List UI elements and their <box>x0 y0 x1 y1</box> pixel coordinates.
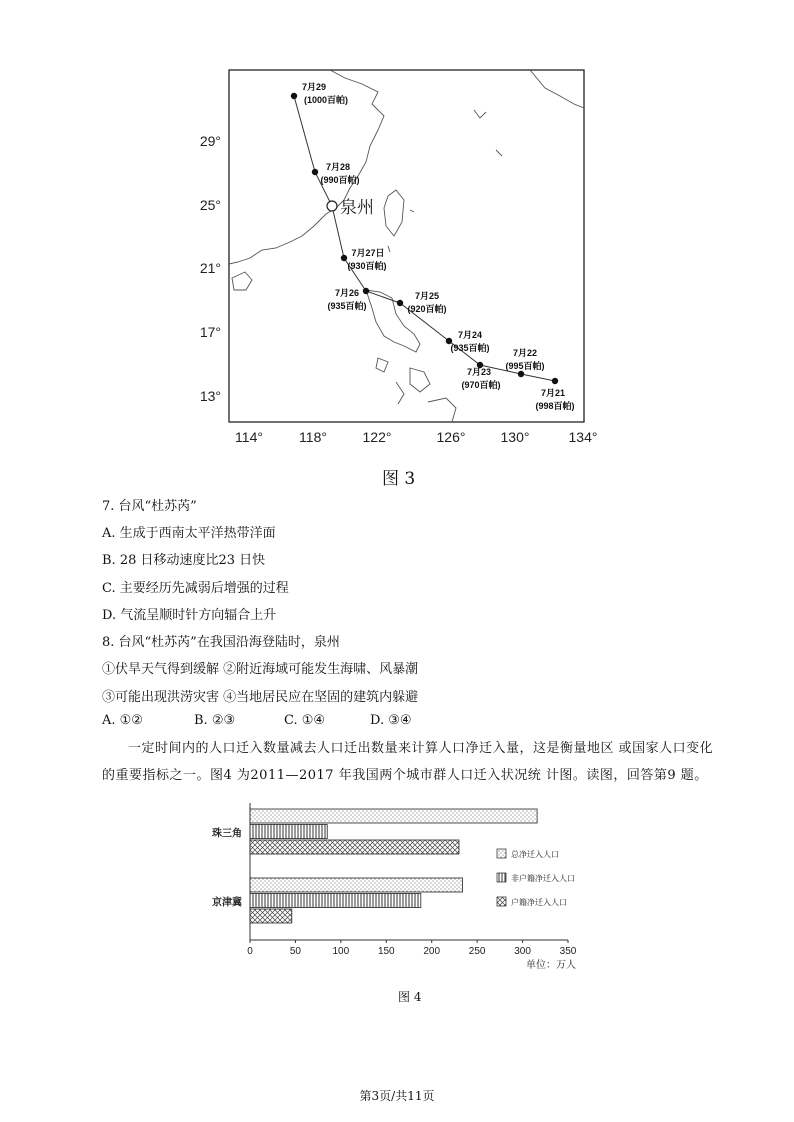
track-date: 7月26 <box>334 288 360 298</box>
legend-label: 非户籍净迁入人口 <box>511 874 575 883</box>
track-pressure: (998百帕) <box>535 401 575 411</box>
track-date: 7月24 <box>457 330 483 340</box>
q8-items: ③可能出现洪涝灾害 ④当地居民应在坚固的建筑内躲避 <box>102 690 419 705</box>
page-footer: 第3页/共11页 <box>359 1089 435 1103</box>
legend-label: 总净迁入人口 <box>511 850 559 859</box>
q8-choice: B. ②③ <box>194 713 236 728</box>
q8-items: ①伏旱天气得到缓解 ②附近海域可能发生海啸、风暴潮 <box>102 662 419 677</box>
bar-vertical-lines <box>250 825 327 839</box>
q7-option: B. 28 日移动速度比23 日快 <box>102 553 266 568</box>
track-pressure: (970百帕) <box>461 380 501 390</box>
q8-stem: 8. 台风“杜苏芮”在我国沿海登陆时，泉州 <box>102 635 340 650</box>
x-tick-label: 300 <box>514 946 531 957</box>
category-label: 珠三角 <box>212 828 242 840</box>
track-date: 7月23 <box>466 367 492 377</box>
city-label: 泉州 <box>340 198 374 218</box>
x-tick-label: 50 <box>289 946 301 957</box>
x-tick-label: 100 <box>332 946 350 957</box>
q7-option: A. 生成于西南太平洋热带洋面 <box>102 526 276 541</box>
x-tick-label: 200 <box>423 946 441 957</box>
q7-option: D. 气流呈顺时针方向辐合上升 <box>102 608 277 623</box>
bar-crosshatch <box>250 909 292 923</box>
q8-choice: C. ①④ <box>284 713 326 728</box>
track-date: 7月27日 <box>351 248 385 258</box>
legend-swatch <box>497 873 506 882</box>
x-tick-label: 350 <box>559 946 577 957</box>
x-tick-label: 0 <box>247 946 253 957</box>
lon-label: 114° <box>235 429 263 445</box>
lat-label: 21° <box>199 260 221 276</box>
lat-label: 29° <box>199 133 221 149</box>
category-label: 京津冀 <box>212 897 242 909</box>
track-date: 7月22 <box>512 348 538 358</box>
lon-label: 126° <box>436 429 466 445</box>
track-date: 7月21 <box>540 388 566 398</box>
bar-crosshatch <box>250 840 459 854</box>
track-pressure: (935百帕) <box>450 343 490 353</box>
lon-label: 134° <box>568 429 598 445</box>
track-pressure: (995百帕) <box>505 361 545 371</box>
bar-dots <box>250 878 463 892</box>
q7-option: C. 主要经历先减弱后增强的过程 <box>102 581 289 596</box>
lon-label: 130° <box>500 429 530 445</box>
track-date: 7月28 <box>325 162 351 172</box>
track-pressure: (990百帕) <box>320 175 360 185</box>
track-date: 7月29 <box>301 82 327 92</box>
track-pressure: (930百帕) <box>347 261 387 271</box>
legend-label: 户籍净迁入人口 <box>511 898 567 907</box>
unit-label: 单位：万人 <box>526 960 576 971</box>
track-pressure: (935百帕) <box>327 301 367 311</box>
paragraph-text: 一定时间内的人口迁入数量减去人口迁出数量来计算人口净迁入量，这是衡量地区 或国家人口变化的重要指标之一。图4 为2011—2017 年我国两个城市群人口迁入状况统 计图。读图，回答第9 题。 <box>102 741 714 783</box>
track-date: 7月25 <box>414 291 440 301</box>
figure4-caption: 图 4 <box>398 990 422 1004</box>
lon-label: 122° <box>362 429 392 445</box>
lat-label: 13° <box>199 388 221 404</box>
legend-swatch <box>497 897 506 906</box>
figure3-caption: 图 3 <box>382 469 416 489</box>
q7-stem: 7. 台风“杜苏芮” <box>102 499 197 514</box>
lat-label: 17° <box>199 324 221 340</box>
lat-label: 25° <box>199 197 221 213</box>
q8-choice: A. ①② <box>102 713 143 728</box>
q8-choice: D. ③④ <box>370 713 412 728</box>
track-pressure: (1000百帕) <box>303 95 349 105</box>
bar-vertical-lines <box>250 894 421 908</box>
x-tick-label: 250 <box>468 946 486 957</box>
x-tick-label: 150 <box>377 946 395 957</box>
legend-swatch <box>497 849 506 858</box>
lon-label: 118° <box>299 429 327 445</box>
track-pressure: (920百帕) <box>407 304 447 314</box>
bar-dots <box>250 809 537 823</box>
